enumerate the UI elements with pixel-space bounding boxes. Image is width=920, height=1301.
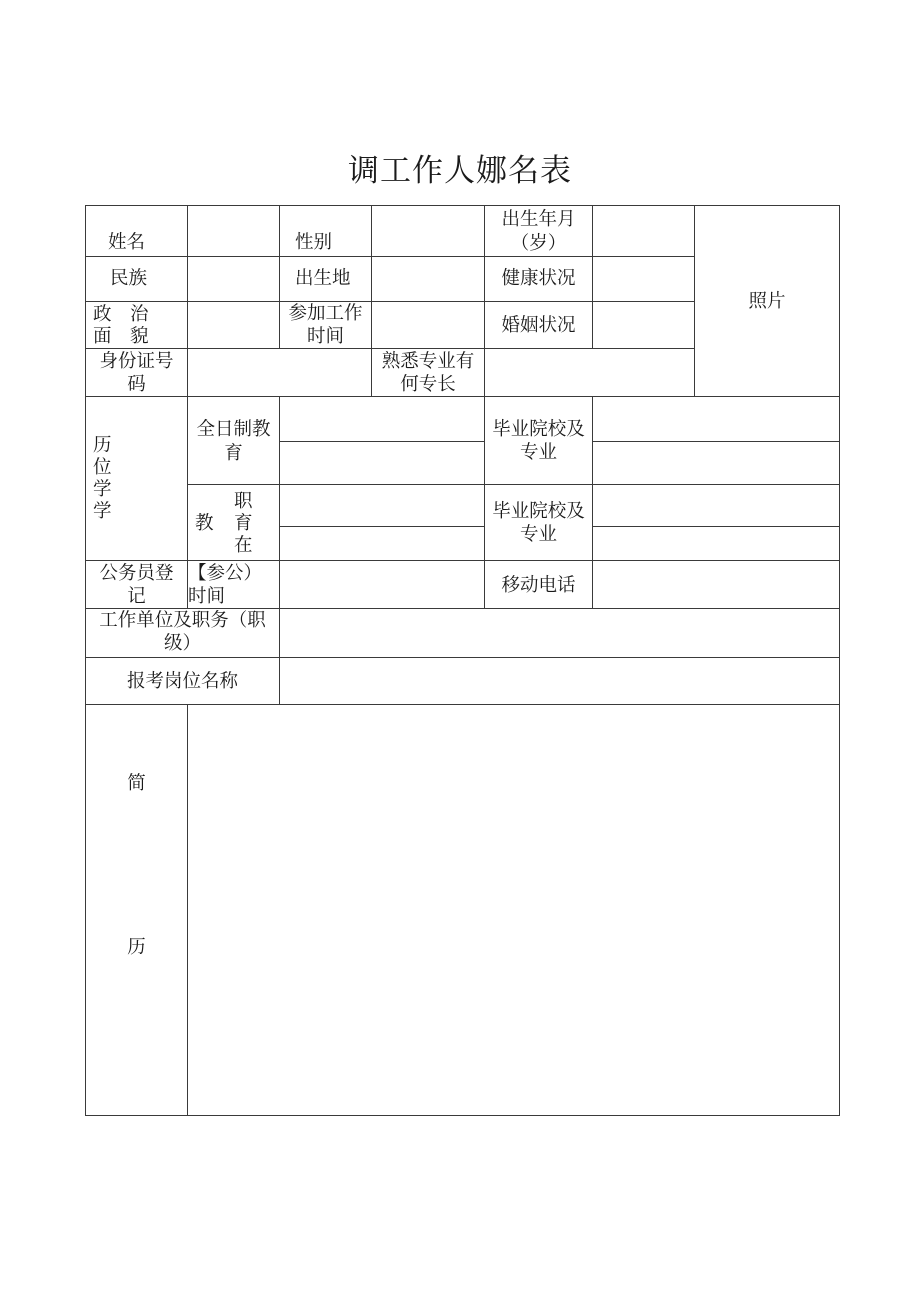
label-inservice-2a: 教 — [195, 513, 214, 534]
political-status-field[interactable] — [188, 302, 279, 348]
label-specialty-1: 熟悉专业有 — [381, 351, 475, 372]
post-name-field[interactable] — [280, 658, 839, 704]
label-education-char-4: 学 — [93, 501, 112, 522]
label-specialty-2: 何专长 — [400, 374, 456, 395]
label-school-b-2: 专业 — [519, 524, 557, 545]
table-border-right — [839, 205, 840, 1116]
label-political-2: 面 貌 — [93, 326, 149, 347]
birth-date-field[interactable] — [593, 206, 694, 256]
label-photo: 照片 — [748, 291, 786, 312]
label-fulltime-2: 育 — [224, 443, 243, 464]
label-work-start-1: 参加工作 — [288, 303, 363, 324]
inservice-school-field[interactable] — [593, 485, 839, 526]
label-civil-2: 记 — [127, 586, 146, 607]
label-name: 姓名 — [108, 232, 146, 253]
inservice-major-field[interactable] — [593, 527, 839, 560]
mobile-field[interactable] — [593, 561, 839, 608]
label-political-1: 政 治 — [93, 304, 149, 325]
label-civil-1: 公务员登 — [99, 563, 174, 584]
resume-field[interactable] — [188, 705, 839, 1115]
table-border-bottom — [85, 1115, 840, 1116]
label-id-1: 身份证号 — [99, 351, 174, 372]
label-marital: 婚姻状况 — [501, 315, 576, 336]
inservice-degree-field-2[interactable] — [280, 527, 484, 560]
fulltime-degree-field[interactable] — [280, 397, 484, 441]
label-education-char-3: 学 — [93, 479, 112, 500]
label-inservice-3: 在 — [234, 535, 253, 556]
work-start-field[interactable] — [372, 302, 484, 348]
label-education-char-2: 位 — [93, 457, 112, 478]
fulltime-degree-field-2[interactable] — [280, 442, 484, 484]
label-mobile: 移动电话 — [501, 575, 576, 596]
label-inservice-1: 职 — [234, 491, 253, 512]
label-civil-4: 时间 — [188, 586, 226, 607]
marital-field[interactable] — [593, 302, 694, 348]
name-field[interactable] — [188, 206, 279, 256]
label-resume-2: 历 — [127, 937, 146, 958]
label-fulltime-1: 全日制教 — [196, 419, 271, 440]
fulltime-major-field[interactable] — [593, 442, 839, 484]
label-ethnicity: 民族 — [110, 268, 148, 289]
page-title: 调工作人娜名表 — [348, 153, 572, 189]
label-civil-3: 【参公） — [188, 563, 263, 584]
civil-registration-field[interactable] — [280, 561, 484, 608]
birthplace-field[interactable] — [372, 257, 484, 301]
label-school-a-2: 专业 — [519, 442, 557, 463]
label-school-b-1: 毕业院校及 — [492, 501, 585, 522]
work-unit-field[interactable] — [280, 609, 839, 657]
label-school-a-1: 毕业院校及 — [492, 419, 585, 440]
label-gender: 性别 — [295, 232, 333, 253]
specialty-field[interactable] — [485, 349, 694, 396]
gender-field[interactable] — [372, 206, 484, 256]
ethnicity-field[interactable] — [188, 257, 279, 301]
health-field[interactable] — [593, 257, 694, 301]
label-health: 健康状况 — [501, 268, 576, 289]
id-number-field[interactable] — [188, 349, 371, 396]
label-post: 报考岗位名称 — [126, 671, 238, 692]
label-work-start-2: 时间 — [306, 326, 344, 347]
fulltime-school-field[interactable] — [593, 397, 839, 441]
label-id-2: 码 — [127, 374, 146, 395]
label-unit-1: 工作单位及职务（职 — [99, 610, 266, 631]
label-birthplace: 出生地 — [295, 268, 351, 289]
label-education-char-1: 历 — [93, 435, 112, 456]
table-border-left — [85, 205, 86, 1116]
label-birth-date: 出生年月 — [501, 209, 576, 230]
label-unit-2: 级） — [163, 633, 201, 654]
label-resume-1: 简 — [127, 773, 146, 794]
photo-area[interactable] — [695, 206, 839, 396]
label-inservice-2b: 育 — [234, 513, 253, 534]
label-birth-age: （岁） — [510, 233, 567, 254]
inservice-degree-field[interactable] — [280, 485, 484, 526]
